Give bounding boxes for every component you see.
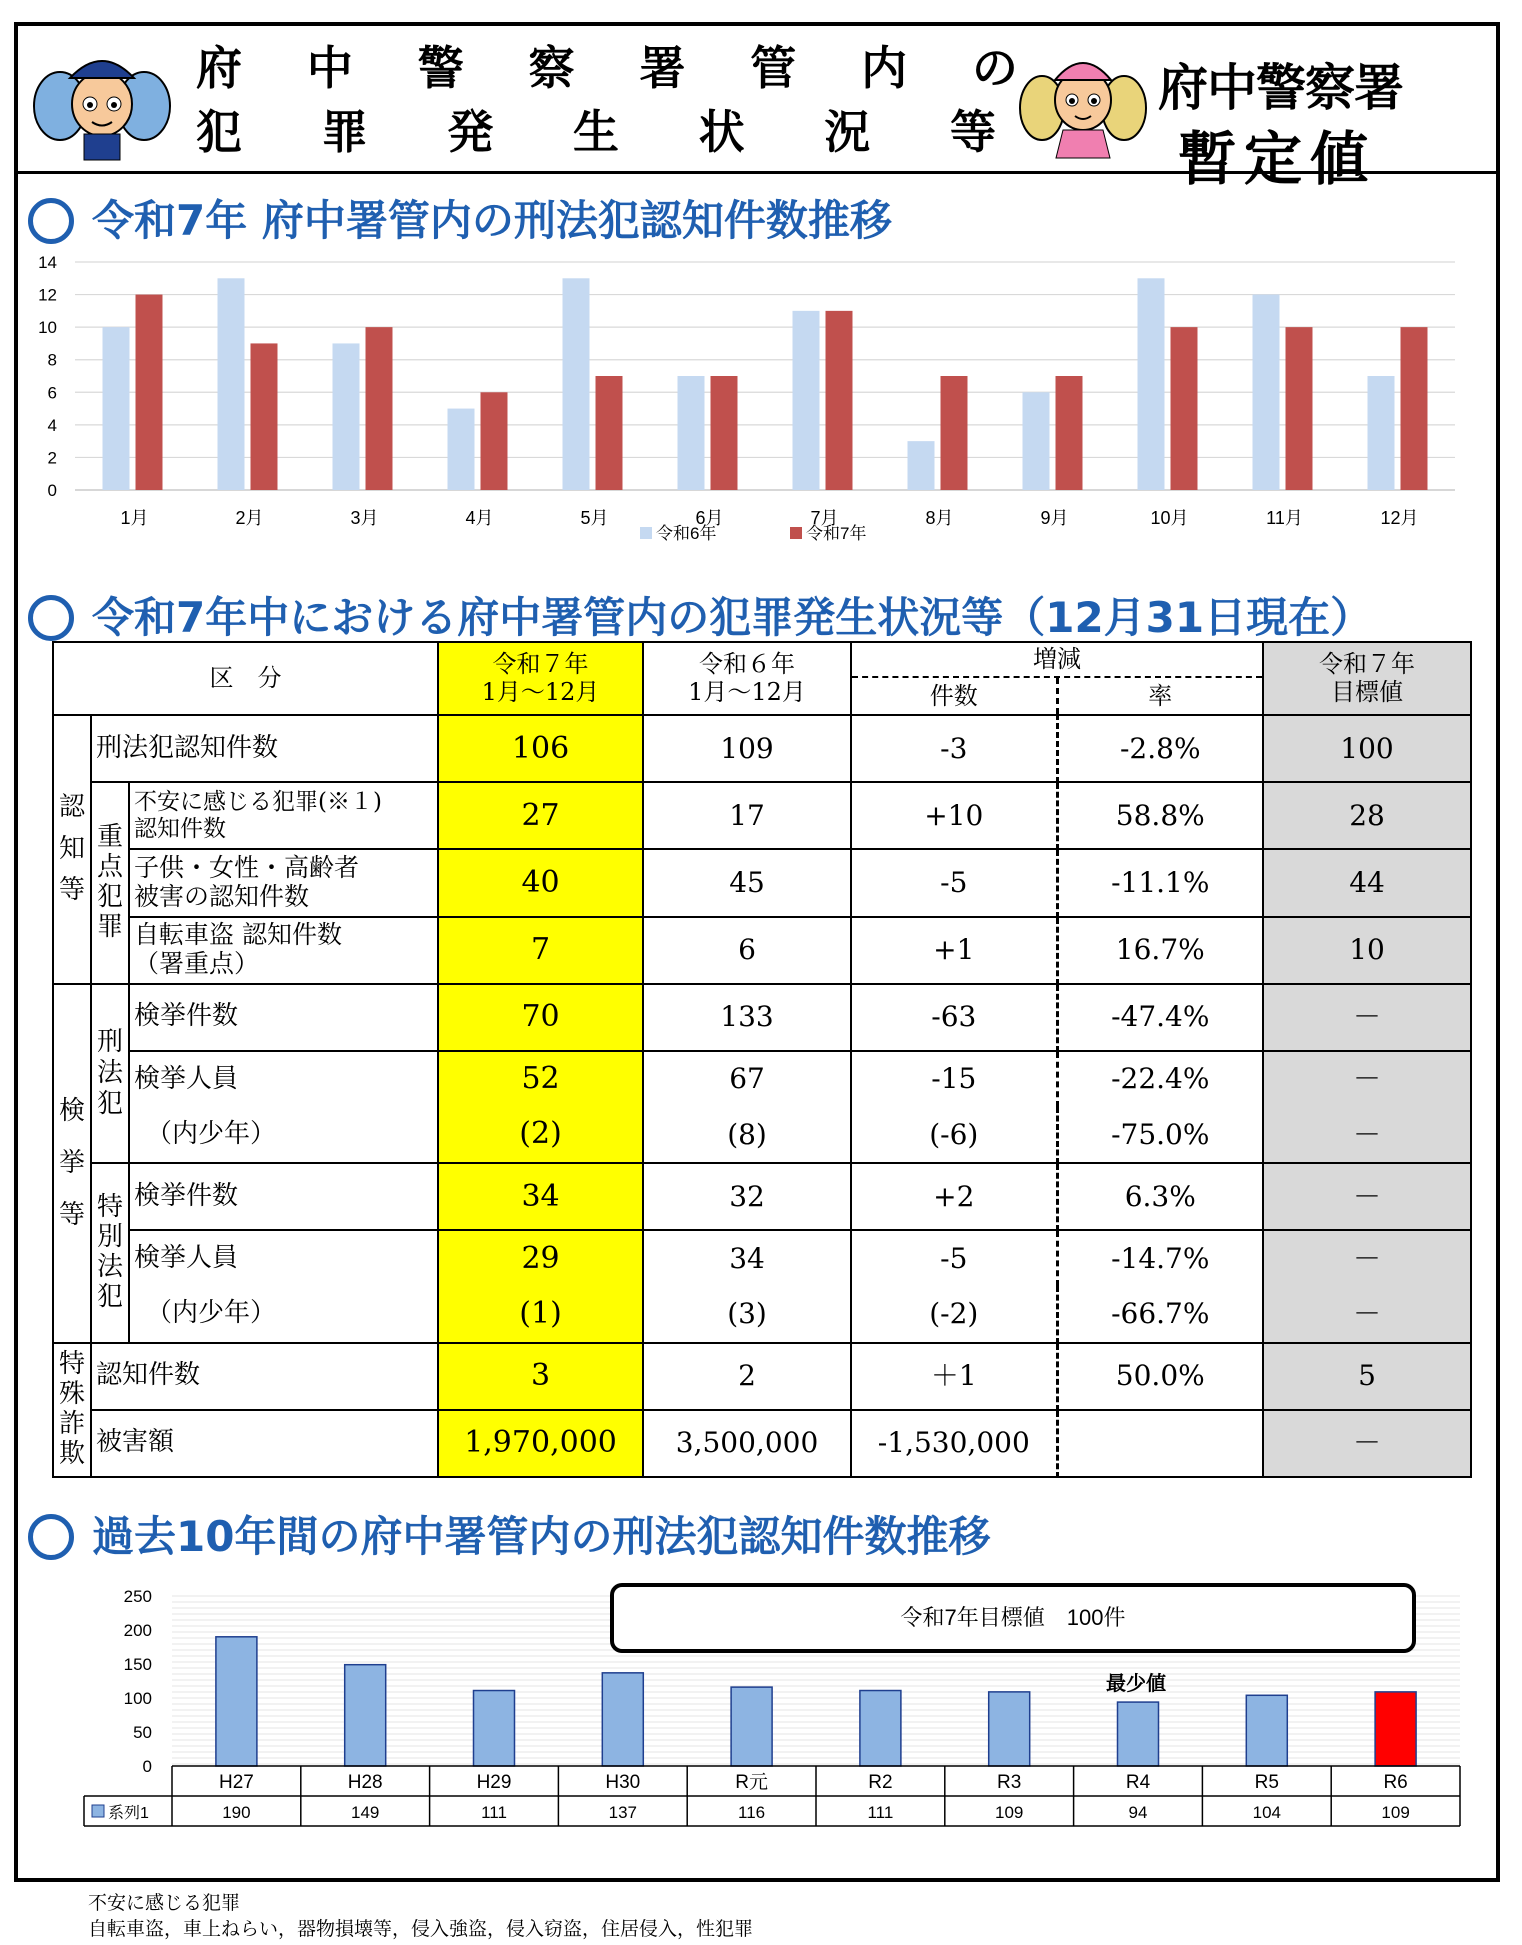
cell-rate: -11.1% [1057, 849, 1263, 916]
cell-r6: 34 [643, 1230, 851, 1286]
data-label: 190 [222, 1803, 251, 1822]
cell-rate: -14.7% [1057, 1230, 1263, 1286]
history-section-title: 過去10年間の府中署管内の刑法犯認知件数推移 [28, 1504, 990, 1564]
y-tick-label: 10 [38, 318, 57, 338]
legend-swatch [790, 527, 802, 539]
x-tick-label: H30 [605, 1772, 641, 1793]
y-tick-label: 12 [38, 285, 57, 305]
table-row [53, 715, 1471, 782]
cell-target: － [1263, 1410, 1471, 1477]
cell-target: 28 [1263, 782, 1471, 849]
x-tick-label: H29 [476, 1772, 512, 1793]
y-tick-label: 0 [142, 1757, 152, 1776]
cell-target: 44 [1263, 849, 1471, 916]
x-tick-label: 6月 [695, 508, 724, 528]
bar-r6 [908, 441, 935, 490]
cell-diff: +10 [851, 782, 1057, 849]
legend-label: 令和6年 [656, 524, 717, 543]
min-value-annotation: 最少値 [1106, 1673, 1166, 1695]
cell-rate: -22.4% [1057, 1051, 1263, 1107]
circle-bullet-icon [28, 1514, 74, 1560]
y-tick-label: 0 [47, 481, 57, 500]
x-tick-label: 4月 [465, 508, 494, 528]
x-tick-label: R5 [1254, 1772, 1279, 1793]
cell-r7: 70 [438, 984, 643, 1051]
cell-r7: 34 [438, 1163, 643, 1230]
cell-diff: -5 [851, 849, 1057, 916]
data-label: 111 [867, 1803, 894, 1822]
x-tick-label: R3 [997, 1772, 1022, 1793]
cell-r6: 67 [643, 1051, 851, 1107]
row-label: 被害額 [91, 1410, 438, 1477]
bar-r7 [251, 343, 278, 490]
data-label: 137 [608, 1803, 637, 1822]
cell-r7: 7 [438, 917, 643, 984]
bar-r6 [1368, 376, 1395, 490]
bar-r6 [103, 327, 130, 490]
cell-r7: (1) [438, 1286, 643, 1342]
x-tick-label: H27 [218, 1772, 254, 1793]
status-section-title: 令和7年中における府中署管内の犯罪発生状況等（12月31日現在） [28, 585, 1372, 645]
group-juten [91, 782, 129, 983]
bar-r7 [941, 376, 968, 490]
data-label: 109 [1381, 1803, 1410, 1822]
cell-target: 10 [1263, 917, 1471, 984]
y-tick-label: 14 [38, 253, 57, 272]
bar-r6 [333, 343, 360, 490]
row-label: 検挙人員 [129, 1230, 438, 1286]
monthly-section-title: 令和7年 府中署管内の刑法犯認知件数推移 [28, 188, 892, 248]
footnote-body: 自転車盗，車上ねらい，器物損壊等，侵入強盗，侵入窃盗，住居侵入，性犯罪 [88, 1918, 754, 1940]
cell-target: － [1263, 1163, 1471, 1230]
x-tick-label: 8月 [925, 508, 954, 528]
cell-r6: 45 [643, 849, 851, 916]
x-tick-label: 2月 [235, 508, 264, 528]
group-label: 重 点 犯 罪 [96, 822, 123, 942]
row-label: 自転車盗 認知件数 （署重点） [129, 917, 438, 984]
table-row [53, 984, 1471, 1051]
data-label: 94 [1128, 1803, 1148, 1822]
group-sagi [53, 1343, 91, 1477]
cell-target: 5 [1263, 1343, 1471, 1410]
bar-r7 [1056, 376, 1083, 490]
x-tick-label: 7月 [810, 508, 839, 528]
female-mascot-icon [1018, 34, 1148, 164]
table-row [53, 917, 1471, 984]
header-r6: 令和６年 1月～12月 [643, 642, 851, 715]
y-tick-label: 2 [47, 448, 57, 468]
cell-rate: 58.8% [1057, 782, 1263, 849]
x-tick-label: 1月 [120, 508, 149, 528]
x-tick-label: 12月 [1380, 508, 1419, 528]
cell-diff: +1 [851, 917, 1057, 984]
x-tick-label: R2 [868, 1772, 893, 1793]
cell-r7: 52 [438, 1051, 643, 1107]
bar-r6 [1023, 392, 1050, 490]
history-bar [1118, 1702, 1159, 1766]
bar-r7 [136, 295, 163, 490]
history-bar-chart [0, 1570, 1522, 1850]
cell-r7: (2) [438, 1107, 643, 1163]
cell-rate: 6.3% [1057, 1163, 1263, 1230]
group-label: 特 別 法 犯 [96, 1192, 123, 1312]
cell-rate: 16.7% [1057, 917, 1263, 984]
cell-r6: 3,500,000 [643, 1410, 851, 1477]
provisional-label: 暫定値 [1178, 125, 1377, 193]
group-kenkyo [53, 984, 91, 1343]
data-label: 109 [995, 1803, 1024, 1822]
y-tick-label: 50 [133, 1723, 152, 1742]
cell-target: － [1263, 1230, 1471, 1286]
x-tick-label: 10月 [1150, 508, 1189, 528]
history-bar [1246, 1695, 1287, 1766]
row-label: （内少年） [129, 1286, 438, 1342]
group-label: 刑 法 犯 [96, 1026, 123, 1120]
data-label: 149 [351, 1803, 380, 1822]
cell-r6: 2 [643, 1343, 851, 1410]
cell-r7: 29 [438, 1230, 643, 1286]
bar-r7 [1286, 327, 1313, 490]
police-mascot-icon [32, 34, 172, 164]
data-label: 111 [481, 1803, 507, 1822]
bar-r7 [481, 392, 508, 490]
table-row [53, 1107, 1471, 1163]
bar-r6 [1253, 295, 1280, 490]
bar-r7 [366, 327, 393, 490]
x-tick-label: 3月 [350, 508, 379, 528]
y-tick-label: 200 [123, 1621, 152, 1640]
row-label: 子供・女性・高齢者 被害の認知件数 [129, 849, 438, 916]
header-line-1: 府 中 警 察 署 管 内 の [196, 41, 1018, 95]
header-r7: 令和７年 1月～12月 [438, 642, 643, 715]
table-row [53, 1286, 1471, 1342]
cell-diff: ＋1 [851, 1343, 1057, 1410]
bar-r7 [1171, 327, 1198, 490]
cell-r6: 109 [643, 715, 851, 782]
row-label: 検挙人員 [129, 1051, 438, 1107]
cell-r7: 106 [438, 715, 643, 782]
x-tick-label: H28 [347, 1772, 383, 1793]
group-label: 検 挙 等 [58, 1096, 85, 1231]
cell-diff: -15 [851, 1051, 1057, 1107]
cell-rate: -47.4% [1057, 984, 1263, 1051]
cell-r6: 32 [643, 1163, 851, 1230]
cell-rate: 50.0% [1057, 1343, 1263, 1410]
legend-swatch [640, 527, 652, 539]
history-bar [345, 1665, 386, 1766]
data-label: 104 [1252, 1803, 1281, 1822]
table-row [53, 1051, 1471, 1107]
table-row [53, 1163, 1471, 1230]
table-row [53, 782, 1471, 849]
group-keiho [91, 984, 129, 1163]
cell-rate: -66.7% [1057, 1286, 1263, 1342]
y-tick-label: 150 [123, 1655, 152, 1674]
table-row [53, 1230, 1471, 1286]
group-ninchi [53, 715, 91, 984]
row-label: 認知件数 [91, 1343, 438, 1410]
station-name: 府中警察署 [1158, 59, 1403, 117]
cell-diff: (-6) [851, 1107, 1057, 1163]
cell-rate: -75.0% [1057, 1107, 1263, 1163]
y-tick-label: 8 [47, 350, 57, 370]
cell-target: － [1263, 984, 1471, 1051]
cell-r6: 17 [643, 782, 851, 849]
data-label: 116 [738, 1803, 766, 1822]
history-bar [1375, 1692, 1416, 1766]
cell-rate: -2.8% [1057, 715, 1263, 782]
legend-label: 系列1 [108, 1805, 149, 1822]
group-tokubetsu [91, 1163, 129, 1342]
row-label: （内少年） [129, 1107, 438, 1163]
history-bar [474, 1691, 515, 1766]
circle-bullet-icon [28, 198, 74, 244]
y-tick-label: 100 [123, 1689, 152, 1708]
cell-diff: (-2) [851, 1286, 1057, 1342]
bar-r6 [793, 311, 820, 490]
cell-target: － [1263, 1286, 1471, 1342]
history-bar [216, 1637, 257, 1766]
legend-label: 令和7年 [806, 524, 867, 543]
header-target: 令和７年 目標値 [1263, 642, 1471, 715]
header-line-2: 犯 罪 発 生 状 況 等 [196, 105, 996, 159]
bar-r7 [1401, 327, 1428, 490]
cell-target: － [1263, 1051, 1471, 1107]
group-label: 特 殊 詐 欺 [58, 1349, 85, 1469]
page-header [18, 26, 1496, 193]
circle-bullet-icon [28, 595, 74, 641]
cell-target: 100 [1263, 715, 1471, 782]
table-row [53, 849, 1471, 916]
cell-r7: 3 [438, 1343, 643, 1410]
cell-r6: (8) [643, 1107, 851, 1163]
row-label: 不安に感じる犯罪(※１) 認知件数 [129, 782, 438, 849]
row-label: 検挙件数 [129, 984, 438, 1051]
bar-r6 [563, 278, 590, 490]
x-tick-label: 5月 [580, 508, 609, 528]
x-tick-label: R6 [1383, 1772, 1408, 1793]
x-tick-label: R4 [1125, 1772, 1151, 1793]
x-tick-label: 9月 [1040, 508, 1069, 528]
footnote-title: 不安に感じる犯罪 [88, 1892, 241, 1914]
history-bar [860, 1691, 901, 1766]
crime-status-table [52, 641, 1472, 1478]
bar-r7 [826, 311, 853, 490]
cell-r6: 133 [643, 984, 851, 1051]
target-annotation-text: 令和7年目標値 100件 [900, 1605, 1126, 1630]
history-bar [602, 1673, 643, 1766]
x-tick-label: R元 [735, 1772, 768, 1793]
row-label: 検挙件数 [129, 1163, 438, 1230]
cell-diff: +2 [851, 1163, 1057, 1230]
bar-r6 [1138, 278, 1165, 490]
cell-r7: 1,970,000 [438, 1410, 643, 1477]
legend-swatch [92, 1805, 104, 1817]
bar-r7 [711, 376, 738, 490]
row-label: 刑法犯認知件数 [91, 715, 438, 782]
history-bar [731, 1687, 772, 1766]
cell-r7: 40 [438, 849, 643, 916]
bar-r6 [448, 409, 475, 490]
cell-diff: -1,530,000 [851, 1410, 1057, 1477]
header-change: 増減 件数 率 [851, 642, 1263, 715]
group-label: 認 知 等 [58, 792, 85, 906]
x-tick-label: 11月 [1266, 508, 1303, 528]
cell-r7: 27 [438, 782, 643, 849]
bar-r7 [596, 376, 623, 490]
cell-diff: -5 [851, 1230, 1057, 1286]
cell-target: － [1263, 1107, 1471, 1163]
bar-r6 [218, 278, 245, 490]
cell-r6: 6 [643, 917, 851, 984]
bar-r6 [678, 376, 705, 490]
y-tick-label: 4 [47, 415, 57, 435]
cell-diff: -63 [851, 984, 1057, 1051]
cell-rate [1057, 1410, 1263, 1477]
y-tick-label: 6 [47, 383, 57, 403]
header-kubun: 区 分 [53, 642, 438, 715]
cell-r6: (3) [643, 1286, 851, 1342]
history-bar [989, 1692, 1030, 1766]
cell-diff: -3 [851, 715, 1057, 782]
table-row [53, 1343, 1471, 1410]
table-row [53, 1410, 1471, 1477]
y-tick-label: 250 [123, 1587, 152, 1606]
monthly-bar-chart [0, 240, 1522, 550]
